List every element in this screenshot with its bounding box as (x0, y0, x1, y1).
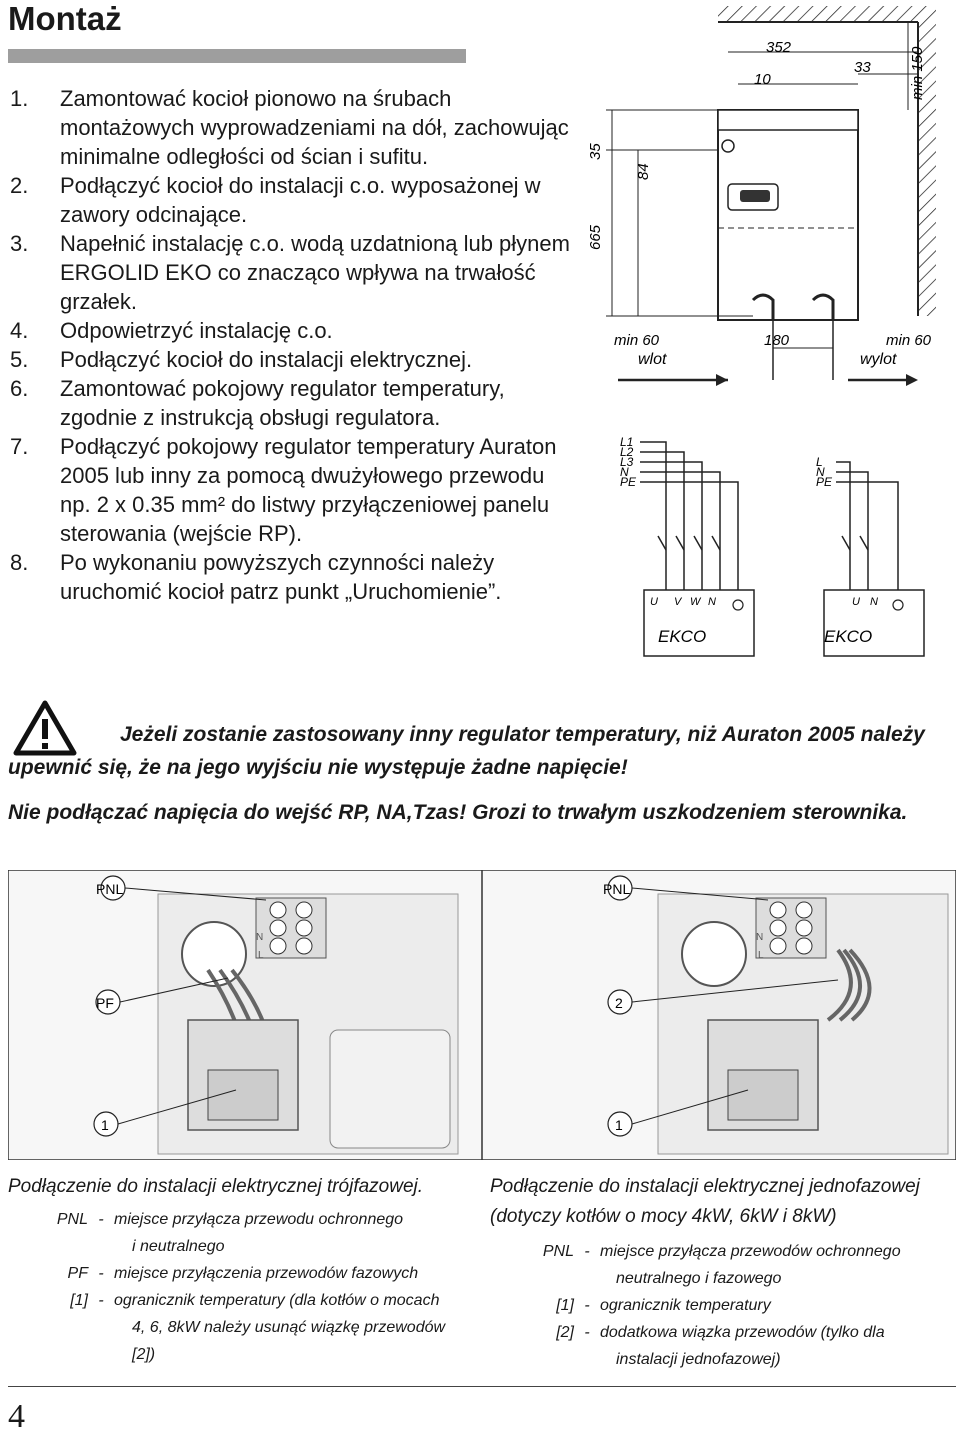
dim-665: 665 (587, 224, 604, 250)
term-u: U (650, 596, 658, 608)
single-phase-wiring (816, 455, 924, 656)
step-item: 2. Podłączyć kocioł do instalacji c.o. wyposażonej w zawory odcinające. (10, 173, 541, 227)
dim-35: 35 (587, 143, 604, 160)
n-label: N (256, 932, 264, 943)
dim-33: 33 (854, 59, 871, 76)
line-label-l: L (816, 455, 823, 469)
installation-steps (10, 84, 570, 606)
title-underline-bar (8, 49, 466, 63)
l-label: L (258, 950, 264, 961)
dim-min-150: min 150 (909, 46, 926, 100)
legend-item: [1] - ogranicznik temperatury (dla kotłów o mocach (70, 1292, 440, 1309)
term-u: U (852, 596, 860, 608)
caption-right-subtitle: (dotyczy kotłów o mocy 4kW, 6kW i 8kW) (490, 1206, 837, 1227)
wiring-diagrams (606, 420, 960, 680)
three-phase-wiring (620, 435, 754, 656)
pnl-label-left: PNL (96, 881, 124, 897)
footer-rule (8, 1386, 956, 1387)
page-title: Montaż (8, 0, 122, 37)
dim-min-60-left: min 60 (614, 332, 660, 349)
line-label-l3: L3 (620, 455, 634, 469)
step-item: 7. Podłączyć pokojowy regulator temperatury Auraton 2005 lub inny za pomocą dwużyłowego przewodu np. 2 x 0.35 mm² do listwy przyłączeniowej panelu sterowania (wejście RP). (10, 434, 557, 546)
label-2-right: 2 (615, 995, 623, 1011)
step-item: 5. Podłączyć kocioł do instalacji elektrycznej. (10, 347, 473, 372)
legend-item: [1] - ogranicznik temperatury (556, 1297, 771, 1314)
term-n: N (870, 596, 878, 608)
legend-item: [2] - dodatkowa wiązka przewodów (tylko dla (556, 1324, 885, 1341)
step-item: 4. Odpowietrzyć instalację c.o. (10, 318, 333, 343)
wylot-arrow (906, 374, 918, 386)
pnl-label-right: PNL (603, 881, 631, 897)
line-label-n: N (620, 465, 629, 479)
pf-label-left: PF (96, 995, 114, 1011)
dim-180: 180 (764, 332, 790, 349)
legend-item: PF - miejsce przyłączenia przewodów fazowych (67, 1265, 419, 1282)
line-label-n: N (816, 465, 825, 479)
page-number: 4 (8, 1398, 25, 1435)
n-label: N (756, 932, 764, 943)
ekco-label-1ph: EKCO (824, 627, 873, 646)
step-item: 8. Po wykonaniu powyższych czynności należy uruchomić kocioł patrz punkt „Uruchomienie”. (10, 550, 502, 604)
line-label-pe: PE (816, 475, 833, 489)
warning-text-2: Nie podłączać napięcia do wejść RP, NA,Tzas! Grozi to trwałym uszkodzeniem sterownika. (8, 801, 908, 824)
ceiling-hatch (718, 6, 918, 22)
wlot-label: wlot (638, 351, 667, 368)
dim-10: 10 (754, 71, 771, 88)
caption-left-title: Podłączenie do instalacji elektrycznej trójfazowej. (8, 1176, 424, 1197)
line-label-l1: L1 (620, 435, 634, 449)
wlot-arrow (716, 374, 728, 386)
legend-left: PNL - miejsce przyłącza przewodu ochronnego i neutralnego PF - miejsce przyłączenia przewodów fazowych [1] - ogranicznik temperatury (dla kotłów o mocach 4, 6, 8kW należy usunąć wiązkę przewodów [2]) (8, 1206, 478, 1368)
l-label: L (758, 950, 764, 961)
connection-photos (8, 870, 956, 1160)
legend-item: PNL - miejsce przyłącza przewodu ochronnego (56, 1211, 404, 1228)
label-1-left: 1 (101, 1117, 109, 1133)
line-label-l2: L2 (620, 445, 634, 459)
dim-min-60-right: min 60 (886, 332, 932, 349)
term-v: V (674, 596, 682, 608)
dim-84: 84 (635, 163, 652, 180)
dim-352: 352 (766, 39, 792, 56)
warning-text-1: Jeżeli zostanie zastosowany inny regulator temperatury, niż Auraton 2005 należy upewnić się, że na jego wyjściu nie występuje żadne napięcie! (8, 723, 925, 779)
term-n: N (708, 596, 716, 608)
caption-right-title: Podłączenie do instalacji elektrycznej jednofazowej (490, 1176, 920, 1197)
line-label-pe: PE (620, 475, 637, 489)
term-w: W (690, 596, 701, 608)
ekco-label-3ph: EKCO (658, 627, 707, 646)
label-1-right: 1 (615, 1117, 623, 1133)
legend-right: PNL - miejsce przyłącza przewodów ochronnego neutralnego i fazowego [1] - ogranicznik temperatury [2] - dodatkowa wiązka przewodów (tylko dla instalacji jednofazowej) (490, 1238, 956, 1373)
boiler-outline (718, 110, 858, 320)
legend-item: PNL - miejsce przyłącza przewodów ochronnego (542, 1243, 901, 1260)
step-item: 6. Zamontować pokojowy regulator temperatury, zgodnie z instrukcją obsługi regulatora. (10, 376, 505, 430)
step-item: 3. Napełnić instalację c.o. wodą uzdatnioną lub płynem ERGOLID EKO co znacząco wpływa na trwałość grzałek. (10, 231, 570, 314)
installation-dimension-drawing (578, 0, 960, 400)
wylot-label: wylot (860, 351, 897, 368)
step-item: 1. Zamontować kocioł pionowo na śrubach montażowych wyprowadzeniami na dół, zachowując minimalne odległości od ścian i sufitu. (10, 86, 569, 169)
